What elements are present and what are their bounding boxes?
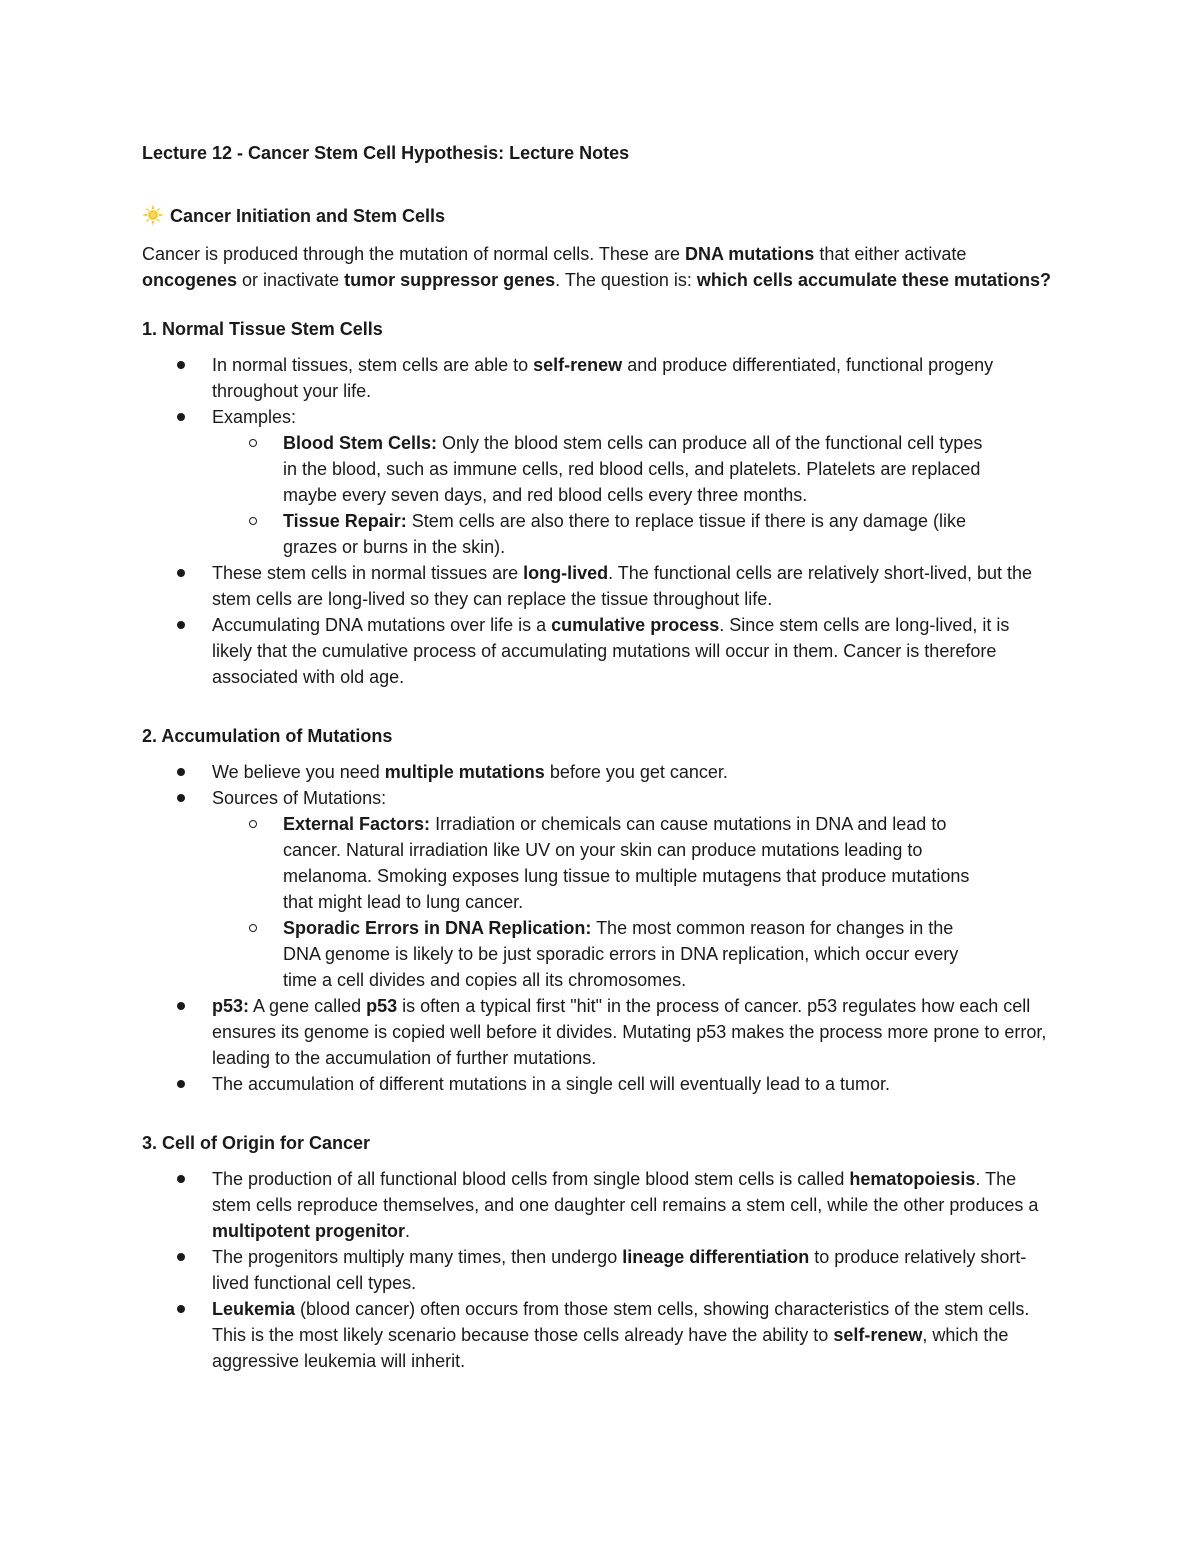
section-2-list (142, 759, 1140, 1097)
section-heading-intro (142, 203, 1140, 229)
list-item: Accumulating DNA mutations over life is a cumulative process. Since stem cells are long-lived, it is likely that the cumulative process of accumulating mutations will occur in them. Cancer is therefore associated with old age. (142, 612, 1052, 690)
intro-heading-text: Cancer Initiation and Stem Cells (170, 206, 446, 226)
intro-paragraph: Cancer is produced through the mutation of normal cells. These are DNA mutations that either activate oncogenes or inactivate tumor suppressor genes. The question is: which cells accumulate these mutations? (142, 244, 1052, 290)
list-item: We believe you need multiple mutations before you get cancer. (142, 759, 1052, 785)
list-item: Sources of Mutations: External Factors: Irradiation or chemicals can cause mutations in DNA and lead to cancer. Natural irradiation like UV on your skin can produce mutations leading to melanoma. Smoking exposes lung tissue to multiple mutagens that produce mutations that might lead to lung cancer. Sporadic Errors in DNA Replication: The most common reason for changes in the DNA genome is likely to be just sporadic errors in DNA replication, which occur every time a cell divides and copies all its chromosomes. (142, 785, 1052, 993)
list-item: In normal tissues, stem cells are able to self-renew and produce differentiated, functional progeny throughout your life. (142, 352, 1052, 404)
list-item: The accumulation of different mutations in a single cell will eventually lead to a tumor. (142, 1071, 1052, 1097)
section-1-list (142, 352, 1140, 690)
list-item: Examples: Blood Stem Cells: Only the blood stem cells can produce all of the functional cell types in the blood, such as immune cells, red blood cells, and platelets. Platelets are replaced maybe every seven days, and red blood cells every three months. Tissue Repair: Stem cells are also there to replace tissue if there is any damage (like grazes or burns in the skin). (142, 404, 1052, 560)
sub-list (212, 430, 1052, 560)
list-item: The production of all functional blood cells from single blood stem cells is called hematopoiesis. The stem cells reproduce themselves, and one daughter cell remains a stem cell, while the other produces a multipotent progenitor. (142, 1166, 1052, 1244)
list-item: p53: A gene called p53 is often a typical first "hit" in the process of cancer. p53 regulates how each cell ensures its genome is copied well before it divides. Mutating p53 makes the process more prone to error, leading to the accumulation of further mutations. (142, 993, 1052, 1071)
list-item: Leukemia (blood cancer) often occurs from those stem cells, showing characteristics of the stem cells. This is the most likely scenario because those cells already have the ability to self-renew, which the aggressive leukemia will inherit. (142, 1296, 1052, 1374)
section-heading-2: 2. Accumulation of Mutations (142, 726, 393, 746)
section-heading-3: 3. Cell of Origin for Cancer (142, 1133, 371, 1153)
section-3-list (142, 1166, 1140, 1374)
section-heading-1: 1. Normal Tissue Stem Cells (142, 319, 383, 339)
list-item: These stem cells in normal tissues are long-lived. The functional cells are relatively short-lived, but the stem cells are long-lived so they can replace the tissue throughout life. (142, 560, 1052, 612)
sun-icon (142, 204, 164, 226)
sub-list-item: Tissue Repair: Stem cells are also there to replace tissue if there is any damage (like grazes or burns in the skin). (212, 508, 983, 560)
sub-list-item: External Factors: Irradiation or chemicals can cause mutations in DNA and lead to cancer. Natural irradiation like UV on your skin can produce mutations leading to melanoma. Smoking exposes lung tissue to multiple mutagens that produce mutations that might lead to lung cancer. (212, 811, 983, 915)
sub-list (212, 811, 1052, 993)
list-item: The progenitors multiply many times, then undergo lineage differentiation to produce relatively short-lived functional cell types. (142, 1244, 1052, 1296)
sub-list-item: Blood Stem Cells: Only the blood stem cells can produce all of the functional cell types in the blood, such as immune cells, red blood cells, and platelets. Platelets are replaced maybe every seven days, and red blood cells every three months. (212, 430, 983, 508)
page-title: Lecture 12 - Cancer Stem Cell Hypothesis: Lecture Notes (142, 143, 630, 163)
sub-list-item: Sporadic Errors in DNA Replication: The most common reason for changes in the DNA genome is likely to be just sporadic errors in DNA replication, which occur every time a cell divides and copies all its chromosomes. (212, 915, 983, 993)
